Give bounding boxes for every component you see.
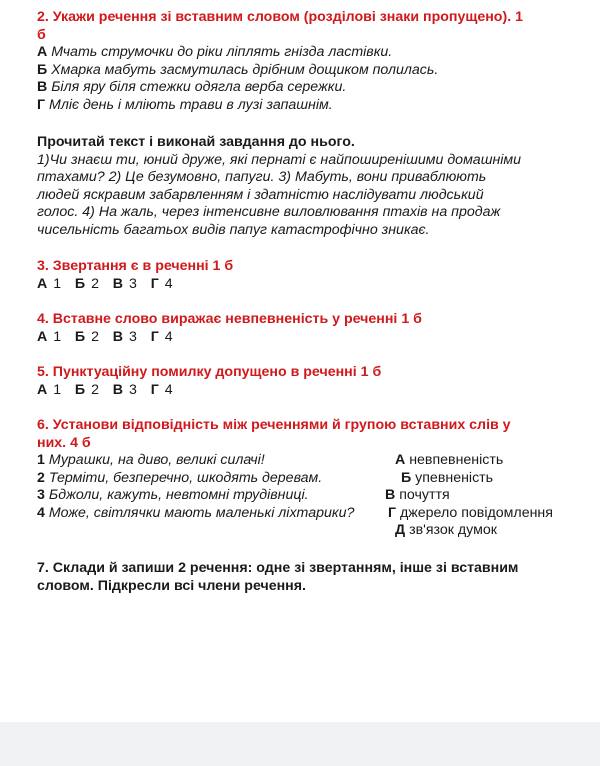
reading-task — [37, 134, 576, 239]
matching-row: Д зв'язок думок — [395, 522, 497, 538]
question-3 — [37, 258, 576, 293]
q2-option-b: Б Хмарка мабуть засмутилась дрібним дощиком полилась. — [37, 61, 439, 78]
question-5 — [37, 364, 576, 399]
reading-heading: Прочитай текст і виконай завдання до нього. — [37, 134, 355, 150]
matching-row: 4 Може, світлячки мають маленькі ліхтарики? Г джерело повідомлення — [37, 504, 553, 521]
matching-row: 2 Терміти, безперечно, шкодять деревам. Б упевненість — [37, 469, 494, 486]
question-5-title: 5. Пунктуаційну помилку допущено в реченні 1 б — [37, 364, 382, 380]
question-2-title-cont: б — [37, 26, 46, 43]
reading-line: голос. 4) На жаль, через інтенсивне виловлювання птахів на продаж — [37, 204, 501, 220]
reading-line: птахами? 2) Це безумовно, папуги. 3) Мабуть, вони приваблюють — [37, 169, 487, 185]
q2-option-a: А Мчать струмочки до ріки ліплять гнізда ластівки. — [37, 44, 393, 60]
question-4-title: 4. Вставне слово виражає невпевненість у реченні 1 б — [37, 311, 422, 327]
question-7-text: 7. Склади й запиши 2 речення: одне зі звертанням, інше зі вставним — [37, 560, 519, 576]
question-2 — [37, 9, 576, 114]
question-3-title: 3. Звертання є в реченні 1 б — [37, 258, 234, 274]
q2-option-g: Г Мліє день і мліють трави в лузі запашнім. — [37, 96, 333, 113]
question-7-text-cont: словом. Підкресли всі члени речення. — [37, 577, 306, 594]
question-2-title: 2. Укажи речення зі вставним словом (розділові знаки пропущено). 1 — [37, 9, 523, 25]
question-6-title: 6. Установи відповідність між реченнями й групою вставних слів у — [37, 417, 511, 433]
q2-option-v: В Біля яру біля стежки одягла верба сережки. — [37, 79, 347, 95]
question-6-title-cont: них. 4 б — [37, 434, 91, 451]
question-5-options: А 1 Б 2 В 3 Г 4 — [37, 381, 173, 398]
question-3-options: А 1 Б 2 В 3 Г 4 — [37, 275, 173, 292]
matching-row: 3 Бджоли, кажуть, невтомні трудівниці. В почуття — [37, 487, 450, 503]
question-4-options: А 1 Б 2 В 3 Г 4 — [37, 328, 173, 345]
reading-line: чисельність багатьох видів папуг катастрофічно зникає. — [37, 221, 430, 238]
question-4 — [37, 311, 576, 346]
matching-row: 1 Мурашки, на диво, великі силачі! А невпевненість — [37, 452, 504, 468]
question-6 — [37, 417, 576, 540]
question-7 — [37, 560, 576, 595]
reading-line: 1)Чи знаєш ти, юний друже, які пернаті є найпоширенішими домашніми — [37, 151, 522, 168]
reading-line: людей яскравим забарвленням і здатністю наслідувати людський — [37, 186, 484, 203]
